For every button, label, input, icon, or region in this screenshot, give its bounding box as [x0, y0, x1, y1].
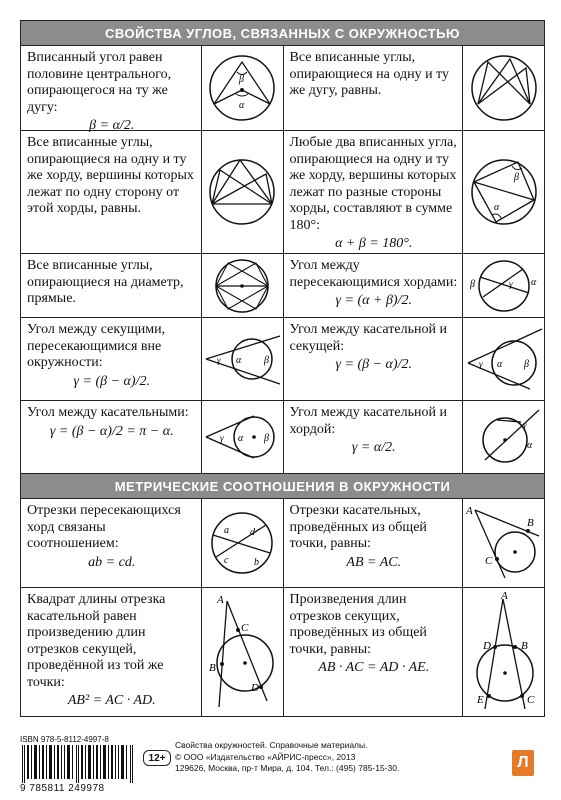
- cell-secants: [21, 318, 283, 400]
- cell-diameter: [21, 254, 283, 317]
- svg-text:c: c: [224, 555, 229, 566]
- svg-text:a: a: [224, 525, 229, 536]
- publisher-info: [175, 740, 399, 775]
- svg-text:β: β: [239, 74, 244, 85]
- svg-text:D: D: [251, 682, 259, 694]
- cell-secant-products: [283, 588, 545, 716]
- svg-text:β: β: [513, 172, 519, 183]
- cell-formula: γ = (β − α)/2.: [335, 357, 412, 372]
- cell-formula: γ = α/2.: [351, 440, 396, 455]
- cell-tangent-segments: [283, 499, 545, 587]
- svg-text:A: A: [465, 505, 473, 517]
- svg-text:α: α: [530, 276, 536, 288]
- table-row: [20, 588, 545, 717]
- table-row: [20, 131, 545, 254]
- cell-text: Все вписанные углы, опирающиеся на диаметр, прямые.: [27, 258, 184, 306]
- cell-text: Угол между пересекающимися хордами:: [289, 258, 458, 290]
- svg-text:A: A: [500, 591, 508, 602]
- cell-chord-segments: [21, 499, 283, 587]
- svg-text:γ: γ: [478, 359, 483, 369]
- svg-text:B: B: [520, 640, 528, 652]
- cell-text: Отрезки пересекающихся хорд связаны соотношением:: [27, 503, 181, 551]
- cell-text: Отрезки касательных, проведённых из общей точки, равны:: [289, 503, 427, 551]
- cell-inscribed-central: [21, 46, 283, 133]
- cell-formula: AB = AC.: [346, 554, 402, 570]
- cell-text: Все вписанные углы, опирающиеся на одну и ту же дугу, равны.: [289, 50, 449, 98]
- svg-text:γ: γ: [522, 420, 527, 430]
- cell-formula: γ = (α + β)/2.: [335, 293, 412, 308]
- svg-text:γ: γ: [220, 433, 224, 443]
- table-row: [20, 401, 545, 474]
- publication-title: Свойства окружностей. Справочные материалы.: [175, 740, 368, 750]
- copyright: © ООО «Издательство «АЙРИС-пресс», 2013: [175, 751, 356, 762]
- svg-text:C: C: [526, 694, 534, 706]
- cell-text: Квадрат длины отрезка касательной равен произведению длин отрезков секущей, проведённой из той же точки:: [27, 592, 166, 690]
- svg-text:B: B: [526, 517, 534, 529]
- figure-tangent-secant: [462, 318, 544, 400]
- figure-intersecting-chords: [462, 254, 544, 317]
- figure-same-arc: [462, 46, 544, 130]
- footer: [20, 735, 545, 795]
- cell-formula: γ = (β − α)/2 = π − α.: [49, 423, 174, 439]
- svg-text:A: A: [217, 594, 224, 606]
- cell-text: Любые два вписанных угла, опирающиеся на одну и ту же хорду, вершины которых лежат по разные стороны хорды, составляют в сумме 180°:: [289, 135, 457, 233]
- figure-secant-products: [462, 588, 544, 716]
- cell-formula: ab = cd.: [88, 554, 136, 570]
- table-row: [20, 254, 545, 318]
- cell-formula: β = α/2.: [89, 118, 135, 133]
- table-row: [20, 318, 545, 401]
- svg-text:γ: γ: [508, 278, 513, 289]
- svg-text:b: b: [254, 557, 259, 568]
- cell-tangent-secant: [283, 318, 545, 400]
- cell-opposite-sides: [283, 131, 545, 253]
- cell-text: Угол между касательной и хордой:: [289, 405, 447, 437]
- figure-secants: [201, 318, 283, 400]
- cell-formula: AB² = AC · AD.: [67, 693, 156, 708]
- isbn: ISBN 978-5-8112-4997-8: [20, 735, 109, 744]
- barcode-digits: 9 785811 249978: [20, 783, 105, 794]
- age-rating-badge: 12+: [143, 750, 171, 766]
- reference-sheet: [20, 20, 545, 717]
- svg-text:D: D: [482, 640, 491, 652]
- svg-text:α: α: [526, 440, 532, 451]
- table-row: [20, 46, 545, 131]
- svg-text:α: α: [493, 202, 499, 213]
- cell-tangent-chord: [283, 401, 545, 473]
- section-header-metric: МЕТРИЧЕСКИЕ СООТНОШЕНИЯ В ОКРУЖНОСТИ: [20, 474, 545, 499]
- figure-tangents: [201, 401, 283, 473]
- svg-text:β: β: [469, 278, 475, 290]
- section-header-angles: СВОЙСТВА УГЛОВ, СВЯЗАННЫХ С ОКРУЖНОСТЬЮ: [20, 20, 545, 46]
- cell-formula: γ = (β − α)/2.: [73, 373, 150, 389]
- cell-formula: AB · AC = AD · AE.: [318, 660, 430, 675]
- svg-text:E: E: [476, 694, 484, 706]
- cell-text: Произведения длин отрезков секущих, проведённых из общей точки, равны:: [289, 592, 427, 657]
- cell-intersecting-chords: [283, 254, 545, 317]
- figure-tangent-chord: [462, 401, 544, 473]
- publisher-address: 129626, Москва, пр-т Мира, д. 104. Тел.: (495) 785-15-30.: [175, 763, 400, 773]
- svg-text:γ: γ: [217, 355, 221, 365]
- figure-tangent-square: [201, 588, 283, 716]
- figure-diameter: [201, 254, 283, 317]
- svg-text:α: α: [239, 100, 245, 111]
- svg-text:β: β: [264, 433, 269, 444]
- cell-same-chord: [21, 131, 283, 253]
- svg-text:β: β: [264, 355, 269, 366]
- store-logo-icon: Л: [512, 750, 534, 776]
- svg-text:α: α: [496, 359, 502, 370]
- cell-formula: α + β = 180°.: [335, 236, 413, 251]
- cell-text: Вписанный угол равен половине центрального, опирающегося на ту же дугу:: [27, 50, 172, 115]
- figure-tangent-segments: [462, 499, 544, 587]
- cell-same-arc: [283, 46, 545, 130]
- svg-text:B: B: [209, 662, 216, 674]
- cell-text: Все вписанные углы, опирающиеся на одну и ту же хорду, вершины которых лежат по одну сторону от этой хорды, равны.: [27, 135, 194, 216]
- table-row: [20, 499, 545, 588]
- cell-text: Угол между касательными:: [27, 405, 189, 420]
- svg-text:C: C: [484, 555, 492, 567]
- figure-opposite-sides: [462, 131, 544, 253]
- figure-inscribed-central: [201, 46, 283, 130]
- cell-text: Угол между секущими, пересекающимися вне окружности:: [27, 322, 166, 370]
- barcode: [20, 745, 138, 783]
- cell-tangents: [21, 401, 283, 473]
- svg-text:C: C: [241, 622, 249, 634]
- figure-same-chord: [201, 131, 283, 253]
- cell-text: Угол между касательной и секущей:: [289, 322, 447, 354]
- cell-tangent-square: [21, 588, 283, 716]
- svg-text:d: d: [250, 527, 255, 538]
- figure-chord-segments: [201, 499, 283, 587]
- svg-text:α: α: [238, 433, 244, 444]
- svg-text:β: β: [523, 359, 529, 370]
- svg-text:α: α: [236, 355, 242, 366]
